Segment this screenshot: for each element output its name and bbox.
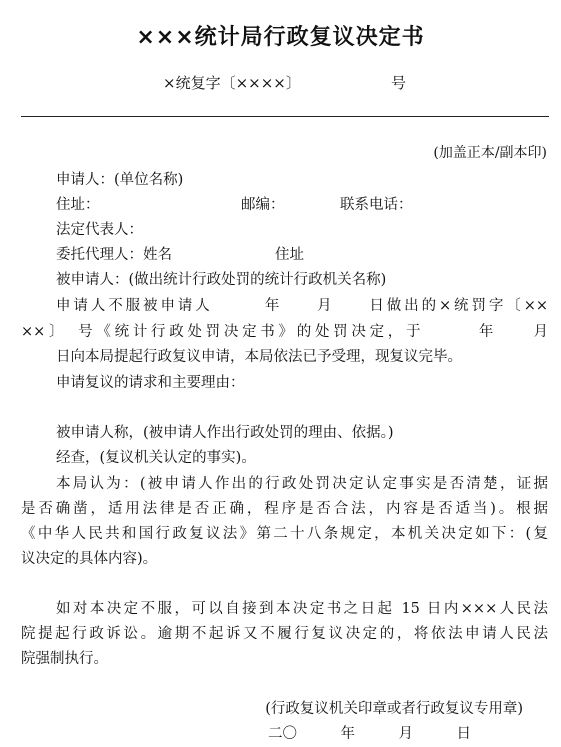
legal-representative-line: 法定代表人： [56, 222, 143, 238]
paragraph-case-line-1: 申请人不服被申请人 年 月 日做出的×统罚字〔×× [56, 298, 548, 314]
decision-date: 二〇 年 月 日 [268, 726, 471, 742]
copy-stamp-note: (加盖正本/副本印) [433, 145, 547, 161]
paragraph-case-line-2: ××〕 号《统计行政处罚决定书》的处罚决定，于 年 月 [21, 324, 548, 340]
finding-line-1: 本局认为：(被申请人作出的行政处罚决定认定事实是否清楚，证据 [56, 476, 548, 492]
agent-name-label: 委托代理人：姓名 [56, 247, 172, 263]
investigation-line: 经查，(复议机关认定的事实)。 [56, 450, 256, 466]
official-seal-note: (行政复议机关印章或者行政复议专用章) [265, 701, 523, 717]
finding-line-3: 《中华人民共和国行政复议法》第二十八条规定，本机关决定如下：(复 [21, 526, 548, 542]
paragraph-case-line-3: 日向本局提起行政复议申请，本局依法已予受理，现复议完毕。 [56, 349, 462, 365]
document-number [163, 72, 407, 93]
document-number-suffix: 号 [391, 74, 407, 92]
finding-line-4: 议决定的具体内容)。 [21, 551, 158, 567]
phone-label: 联系电话： [340, 197, 413, 213]
applicant-line: 申请人：(单位名称) [56, 172, 184, 188]
postcode-label: 邮编： [241, 197, 285, 213]
document-title: ×××统计局行政复议决定书 [136, 25, 425, 50]
respondent-line: 被申请人：(做出统计行政处罚的统计行政机关名称) [56, 272, 387, 288]
finding-line-2: 是否确凿，适用法律是否正确，程序是否合法，内容是否适当)。根据 [21, 501, 548, 517]
header-divider [21, 116, 549, 117]
respondent-claim-line: 被申请人称，(被申请人作出行政处罚的理由、依据。) [56, 425, 394, 441]
document-number-code: ×统复字〔××××〕 [163, 74, 301, 92]
appeal-line-1: 如对本决定不服，可以自接到本决定书之日起 15 日内×××人民法 [56, 601, 548, 617]
agent-address-label: 住址 [275, 247, 304, 263]
appeal-line-3: 院强制执行。 [21, 651, 108, 667]
appeal-line-2: 院提起行政诉讼。逾期不起诉又不履行复议决定的，将依法申请人民法 [21, 626, 548, 642]
address-label: 住址： [56, 197, 100, 213]
request-heading: 申请复议的请求和主要理由： [56, 375, 245, 391]
